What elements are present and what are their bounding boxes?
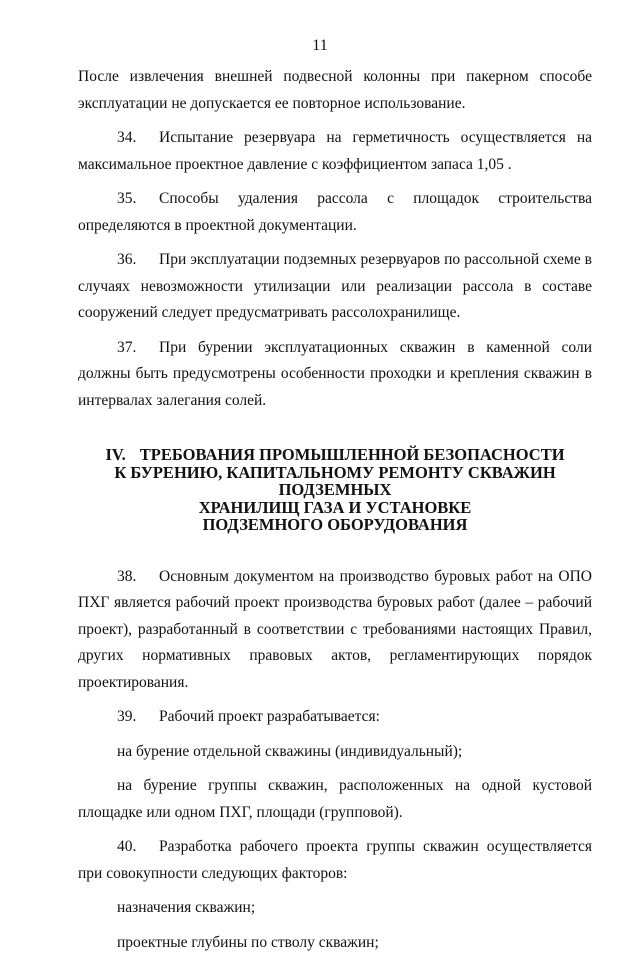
page-number: 11	[312, 37, 328, 54]
paragraph-number: 38.	[117, 567, 137, 585]
section-heading-text: ТРЕБОВАНИЯ ПРОМЫШЛЕННОЙ БЕЗОПАСНОСТИ	[139, 445, 565, 464]
paragraph-number: 35.	[117, 190, 137, 207]
section-heading-line-2: К БУРЕНИЮ, КАПИТАЛЬНОМУ РЕМОНТУ СКВАЖИН ПОДЗЕМНЫХ	[114, 462, 556, 499]
paragraph-text: Рабочий проект разрабатывается:	[159, 708, 380, 725]
paragraph-40-item-2	[78, 930, 592, 957]
section-heading-line-1	[78, 446, 592, 464]
paragraph-40-item-1	[78, 895, 592, 922]
paragraph-40	[78, 834, 592, 887]
paragraph-38	[78, 564, 592, 697]
section-heading	[78, 446, 592, 534]
paragraph-37	[78, 335, 592, 415]
paragraph-36	[78, 247, 592, 327]
paragraph-text: После извлечения внешней подвесной колонны при пакерном способе эксплуатации не допускается ее повторное использование.	[78, 68, 592, 112]
document-body	[78, 64, 592, 964]
paragraph-text: проектные глубины по стволу скважин;	[117, 933, 379, 951]
paragraph-text: При бурении эксплуатационных скважин в каменной соли должны быть предусмотрены особенности проходки и крепления скважин в интервалах залегания солей.	[78, 338, 592, 409]
paragraph-39-item-1	[78, 739, 592, 766]
paragraph-number: 36.	[117, 251, 137, 268]
paragraph-number: 39.	[117, 708, 137, 725]
paragraph-39	[78, 704, 592, 731]
paragraph-continuation	[78, 64, 592, 117]
paragraph-text: При эксплуатации подземных резервуаров по рассольной схеме в случаях невозможности утилизации или реализации рассола в составе сооружений следует предусматривать рассолохранилище.	[78, 251, 592, 321]
paragraph-number: 34.	[117, 129, 137, 146]
section-heading-line-4: ПОДЗЕМНОГО ОБОРУДОВАНИЯ	[202, 515, 468, 534]
section-heading-line-3: ХРАНИЛИЩ ГАЗА И УСТАНОВКЕ	[198, 497, 472, 517]
paragraph-text: назначения скважин;	[117, 899, 256, 916]
paragraph-39-item-2	[78, 773, 592, 826]
paragraph-35	[78, 186, 592, 239]
paragraph-number: 37.	[117, 338, 137, 356]
paragraph-text: на бурение группы скважин, расположенных на одной кустовой площадке или одном ПХГ, площади (групповой).	[78, 777, 592, 821]
section-roman-numeral: IV.	[105, 445, 126, 464]
paragraph-text: Основным документом на производство буровых работ на ОПО ПХГ является рабочий проект производства буровых работ (далее – рабочий проект), разработанный в соответствии с требованиями настоящих Правил, других нормативных правовых актов, регламентирующих порядок проектирования.	[78, 567, 592, 691]
paragraph-number: 40.	[117, 838, 137, 855]
paragraph-34	[78, 125, 592, 178]
paragraph-text: на бурение отдельной скважины (индивидуальный);	[117, 742, 463, 760]
paragraph-text: Испытание резервуара на герметичность осуществляется на максимальное проектное давление с коэффициентом запаса 1,05 .	[78, 129, 592, 173]
paragraph-text: Разработка рабочего проекта группы скважин осуществляется при совокупности следующих факторов:	[78, 838, 592, 882]
paragraph-text: Способы удаления рассола с площадок строительства определяются в проектной документации.	[78, 190, 592, 234]
